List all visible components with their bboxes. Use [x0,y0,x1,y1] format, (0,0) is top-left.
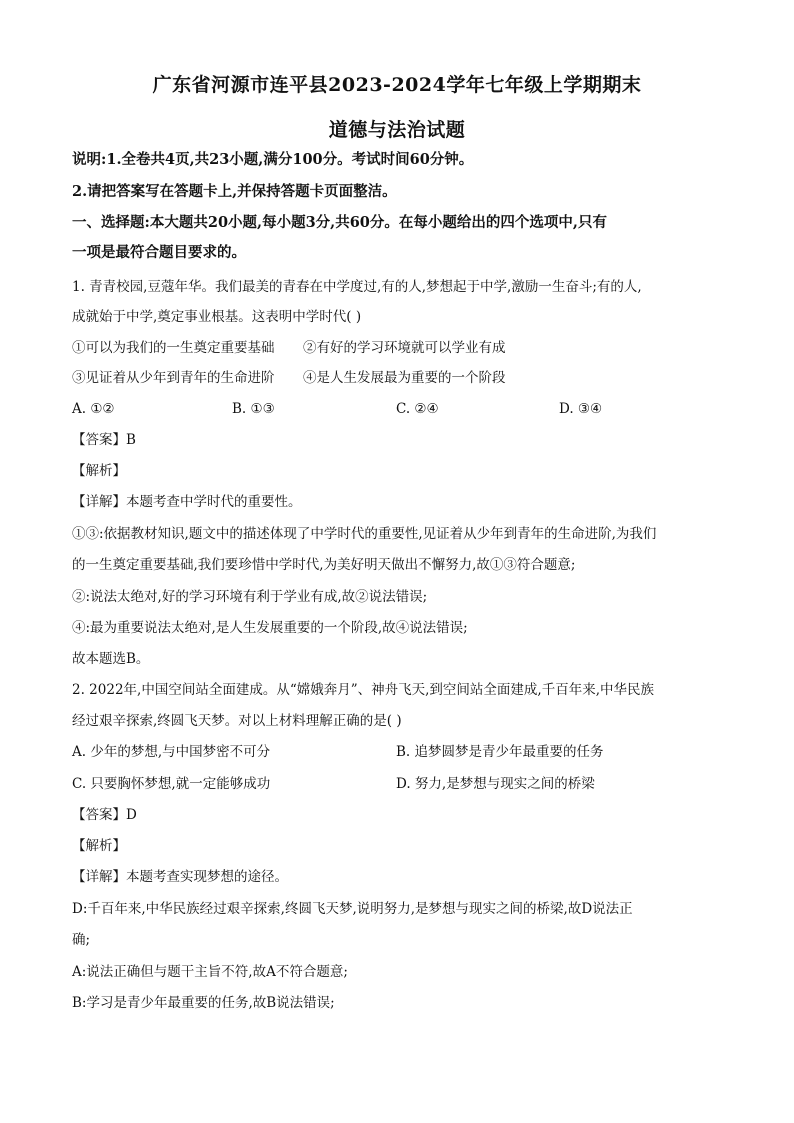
q1-item-4: ④是人生发展最为重要的一个阶段 [303,370,506,386]
q2-option-a: A. 少年的梦想,与中国梦密不可分 [72,744,271,760]
document-title-line1: 广东省河源市连平县2023-2024学年七年级上学期期末 [152,74,642,96]
q1-option-d: D. ③④ [559,401,603,417]
q1-stem-line-1: 1. 青青校园,豆蔻年华。我们最美的青春在中学度过,有的人,梦想起于中学,激励一生奋斗;有的人, [72,279,642,295]
q1-item-3: ③见证着从少年到青年的生命进阶 [72,370,275,386]
q1-detail: 【详解】本题考查中学时代的重要性。 [72,494,302,510]
q1-explanation-1b: 的一生奠定重要基础,我们要珍惜中学时代,为美好明天做出不懈努力,故①③符合题意; [72,557,576,573]
q2-explanation-d-a: D:千百年来,中华民族经过艰辛探索,终圆飞天梦,说明努力,是梦想与现实之间的桥梁,故D说法正 [72,901,633,917]
section-heading-line-2: 一项是最符合题目要求的。 [72,244,246,261]
q2-analysis-label: 【解析】 [72,838,126,854]
q1-answer: 【答案】B [72,432,136,448]
q2-explanation-a: A:说法正确但与题干主旨不符,故A不符合题意; [72,964,348,980]
section-heading-line-1: 一、选择题:本大题共20小题,每小题3分,共60分。在每小题给出的四个选项中,只有 [72,214,607,231]
q1-option-b: B. ①③ [232,401,275,417]
q1-item-1: ①可以为我们的一生奠定重要基础 [72,340,275,356]
q2-stem-line-1: 2. 2022年,中国空间站全面建成。从“嫦娥奔月”、神舟飞天,到空间站全面建成,千百年来,中华民族 [72,682,654,698]
q2-detail: 【详解】本题考查实现梦想的途径。 [72,869,288,885]
instruction-line-2: 2.请把答案写在答题卡上,并保持答题卡页面整洁。 [72,183,397,200]
q1-conclusion: 故本题选B。 [72,651,150,667]
q2-explanation-d-b: 确; [72,932,91,948]
q2-explanation-b: B:学习是青少年最重要的任务,故B说法错误; [72,995,335,1011]
q1-explanation-3: ④:最为重要说法太绝对,是人生发展重要的一个阶段,故④说法错误; [72,620,468,636]
q1-item-2: ②有好的学习环境就可以学业有成 [303,340,506,356]
q2-option-d: D. 努力,是梦想与现实之间的桥梁 [396,776,595,792]
q1-option-a: A. ①② [72,401,115,417]
q2-stem-line-2: 经过艰辛探索,终圆飞天梦。对以上材料理解正确的是( ) [72,713,402,729]
instruction-line-1: 说明:1.全卷共4页,共23小题,满分100分。考试时间60分钟。 [72,151,474,168]
q1-explanation-1a: ①③:依据教材知识,题文中的描述体现了中学时代的重要性,见证着从少年到青年的生命进阶,为我们 [72,526,657,542]
q1-stem-line-2: 成就始于中学,奠定事业根基。这表明中学时代( ) [72,309,362,325]
q2-answer: 【答案】D [72,807,137,823]
q2-option-c: C. 只要胸怀梦想,就一定能够成功 [72,776,271,792]
document-title-line2: 道德与法治试题 [328,119,466,141]
q1-explanation-2: ②:说法太绝对,好的学习环境有利于学业有成,故②说法错误; [72,589,428,605]
q1-option-c: C. ②④ [396,401,439,417]
q2-option-b: B. 追梦圆梦是青少年最重要的任务 [396,744,604,760]
q1-analysis-label: 【解析】 [72,463,126,479]
